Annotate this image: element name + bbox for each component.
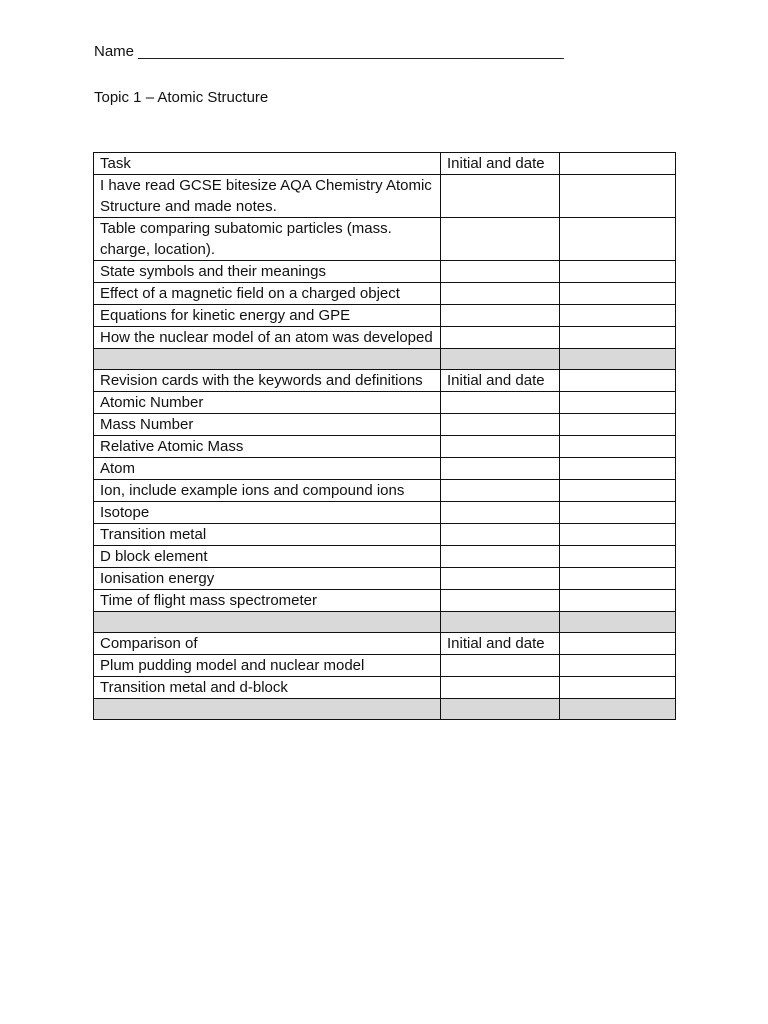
section-divider-row	[94, 612, 676, 633]
task-cell: Atomic Number	[94, 392, 441, 414]
task-cell: Ionisation energy	[94, 568, 441, 590]
task-cell	[94, 612, 441, 633]
table-row	[94, 327, 676, 349]
extra-cell[interactable]	[560, 414, 676, 436]
extra-cell[interactable]	[560, 480, 676, 502]
extra-cell[interactable]	[560, 655, 676, 677]
extra-cell[interactable]	[560, 524, 676, 546]
table-row	[94, 633, 676, 655]
initial-date-cell[interactable]	[441, 305, 560, 327]
task-cell: Transition metal	[94, 524, 441, 546]
initial-date-cell[interactable]: Initial and date	[441, 370, 560, 392]
table-row	[94, 502, 676, 524]
table-row	[94, 392, 676, 414]
initial-date-cell[interactable]	[441, 502, 560, 524]
extra-cell[interactable]	[560, 436, 676, 458]
task-cell: Atom	[94, 458, 441, 480]
task-cell: Task	[94, 153, 441, 175]
initial-date-cell[interactable]	[441, 283, 560, 305]
extra-cell[interactable]	[560, 370, 676, 392]
table-row	[94, 305, 676, 327]
task-cell: How the nuclear model of an atom was developed	[94, 327, 441, 349]
task-cell: Relative Atomic Mass	[94, 436, 441, 458]
extra-cell[interactable]	[560, 546, 676, 568]
initial-date-cell[interactable]	[441, 655, 560, 677]
task-cell: Isotope	[94, 502, 441, 524]
task-cell: D block element	[94, 546, 441, 568]
task-cell: I have read GCSE bitesize AQA Chemistry Atomic Structure and made notes.	[94, 175, 441, 218]
table-row	[94, 590, 676, 612]
extra-cell[interactable]	[560, 392, 676, 414]
task-cell: Plum pudding model and nuclear model	[94, 655, 441, 677]
initial-date-cell	[441, 699, 560, 720]
task-cell: Revision cards with the keywords and definitions	[94, 370, 441, 392]
extra-cell	[560, 612, 676, 633]
extra-cell[interactable]	[560, 502, 676, 524]
initial-date-cell[interactable]	[441, 677, 560, 699]
task-cell: Time of flight mass spectrometer	[94, 590, 441, 612]
extra-cell[interactable]	[560, 218, 676, 261]
initial-date-cell[interactable]	[441, 524, 560, 546]
task-cell: Ion, include example ions and compound ions	[94, 480, 441, 502]
initial-date-cell	[441, 349, 560, 370]
task-cell: State symbols and their meanings	[94, 261, 441, 283]
extra-cell[interactable]	[560, 327, 676, 349]
extra-cell[interactable]	[560, 458, 676, 480]
extra-cell[interactable]	[560, 568, 676, 590]
table-row	[94, 261, 676, 283]
task-cell	[94, 349, 441, 370]
table-row	[94, 218, 676, 261]
table-row	[94, 568, 676, 590]
initial-date-cell[interactable]	[441, 546, 560, 568]
initial-date-cell[interactable]	[441, 327, 560, 349]
extra-cell[interactable]	[560, 677, 676, 699]
extra-cell[interactable]	[560, 305, 676, 327]
extra-cell[interactable]	[560, 633, 676, 655]
extra-cell	[560, 349, 676, 370]
table-row	[94, 480, 676, 502]
table-row	[94, 524, 676, 546]
initial-date-cell[interactable]	[441, 590, 560, 612]
section-divider-row	[94, 349, 676, 370]
task-checklist-table	[93, 152, 676, 720]
table-row	[94, 175, 676, 218]
initial-date-cell[interactable]: Initial and date	[441, 153, 560, 175]
extra-cell	[560, 699, 676, 720]
table-row	[94, 546, 676, 568]
initial-date-cell[interactable]	[441, 392, 560, 414]
initial-date-cell	[441, 612, 560, 633]
task-cell: Mass Number	[94, 414, 441, 436]
task-cell: Transition metal and d-block	[94, 677, 441, 699]
table-row	[94, 677, 676, 699]
extra-cell[interactable]	[560, 153, 676, 175]
table-row	[94, 436, 676, 458]
initial-date-cell[interactable]	[441, 175, 560, 218]
name-field-line[interactable]: Name ___________________________________________________	[94, 43, 564, 60]
extra-cell[interactable]	[560, 283, 676, 305]
extra-cell[interactable]	[560, 175, 676, 218]
extra-cell[interactable]	[560, 590, 676, 612]
initial-date-cell[interactable]	[441, 480, 560, 502]
extra-cell[interactable]	[560, 261, 676, 283]
task-cell: Table comparing subatomic particles (mass. charge, location).	[94, 218, 441, 261]
section-divider-row	[94, 699, 676, 720]
table-row	[94, 458, 676, 480]
initial-date-cell[interactable]	[441, 436, 560, 458]
initial-date-cell[interactable]	[441, 218, 560, 261]
task-cell: Effect of a magnetic field on a charged object	[94, 283, 441, 305]
table-row	[94, 655, 676, 677]
task-cell: Equations for kinetic energy and GPE	[94, 305, 441, 327]
initial-date-cell[interactable]	[441, 414, 560, 436]
task-cell	[94, 699, 441, 720]
table-row	[94, 370, 676, 392]
initial-date-cell[interactable]	[441, 261, 560, 283]
initial-date-cell[interactable]	[441, 568, 560, 590]
topic-title: Topic 1 – Atomic Structure	[94, 89, 269, 106]
initial-date-cell[interactable]	[441, 458, 560, 480]
task-checklist-body	[94, 153, 676, 720]
table-row	[94, 283, 676, 305]
initial-date-cell[interactable]: Initial and date	[441, 633, 560, 655]
table-row	[94, 414, 676, 436]
task-cell: Comparison of	[94, 633, 441, 655]
table-row	[94, 153, 676, 175]
